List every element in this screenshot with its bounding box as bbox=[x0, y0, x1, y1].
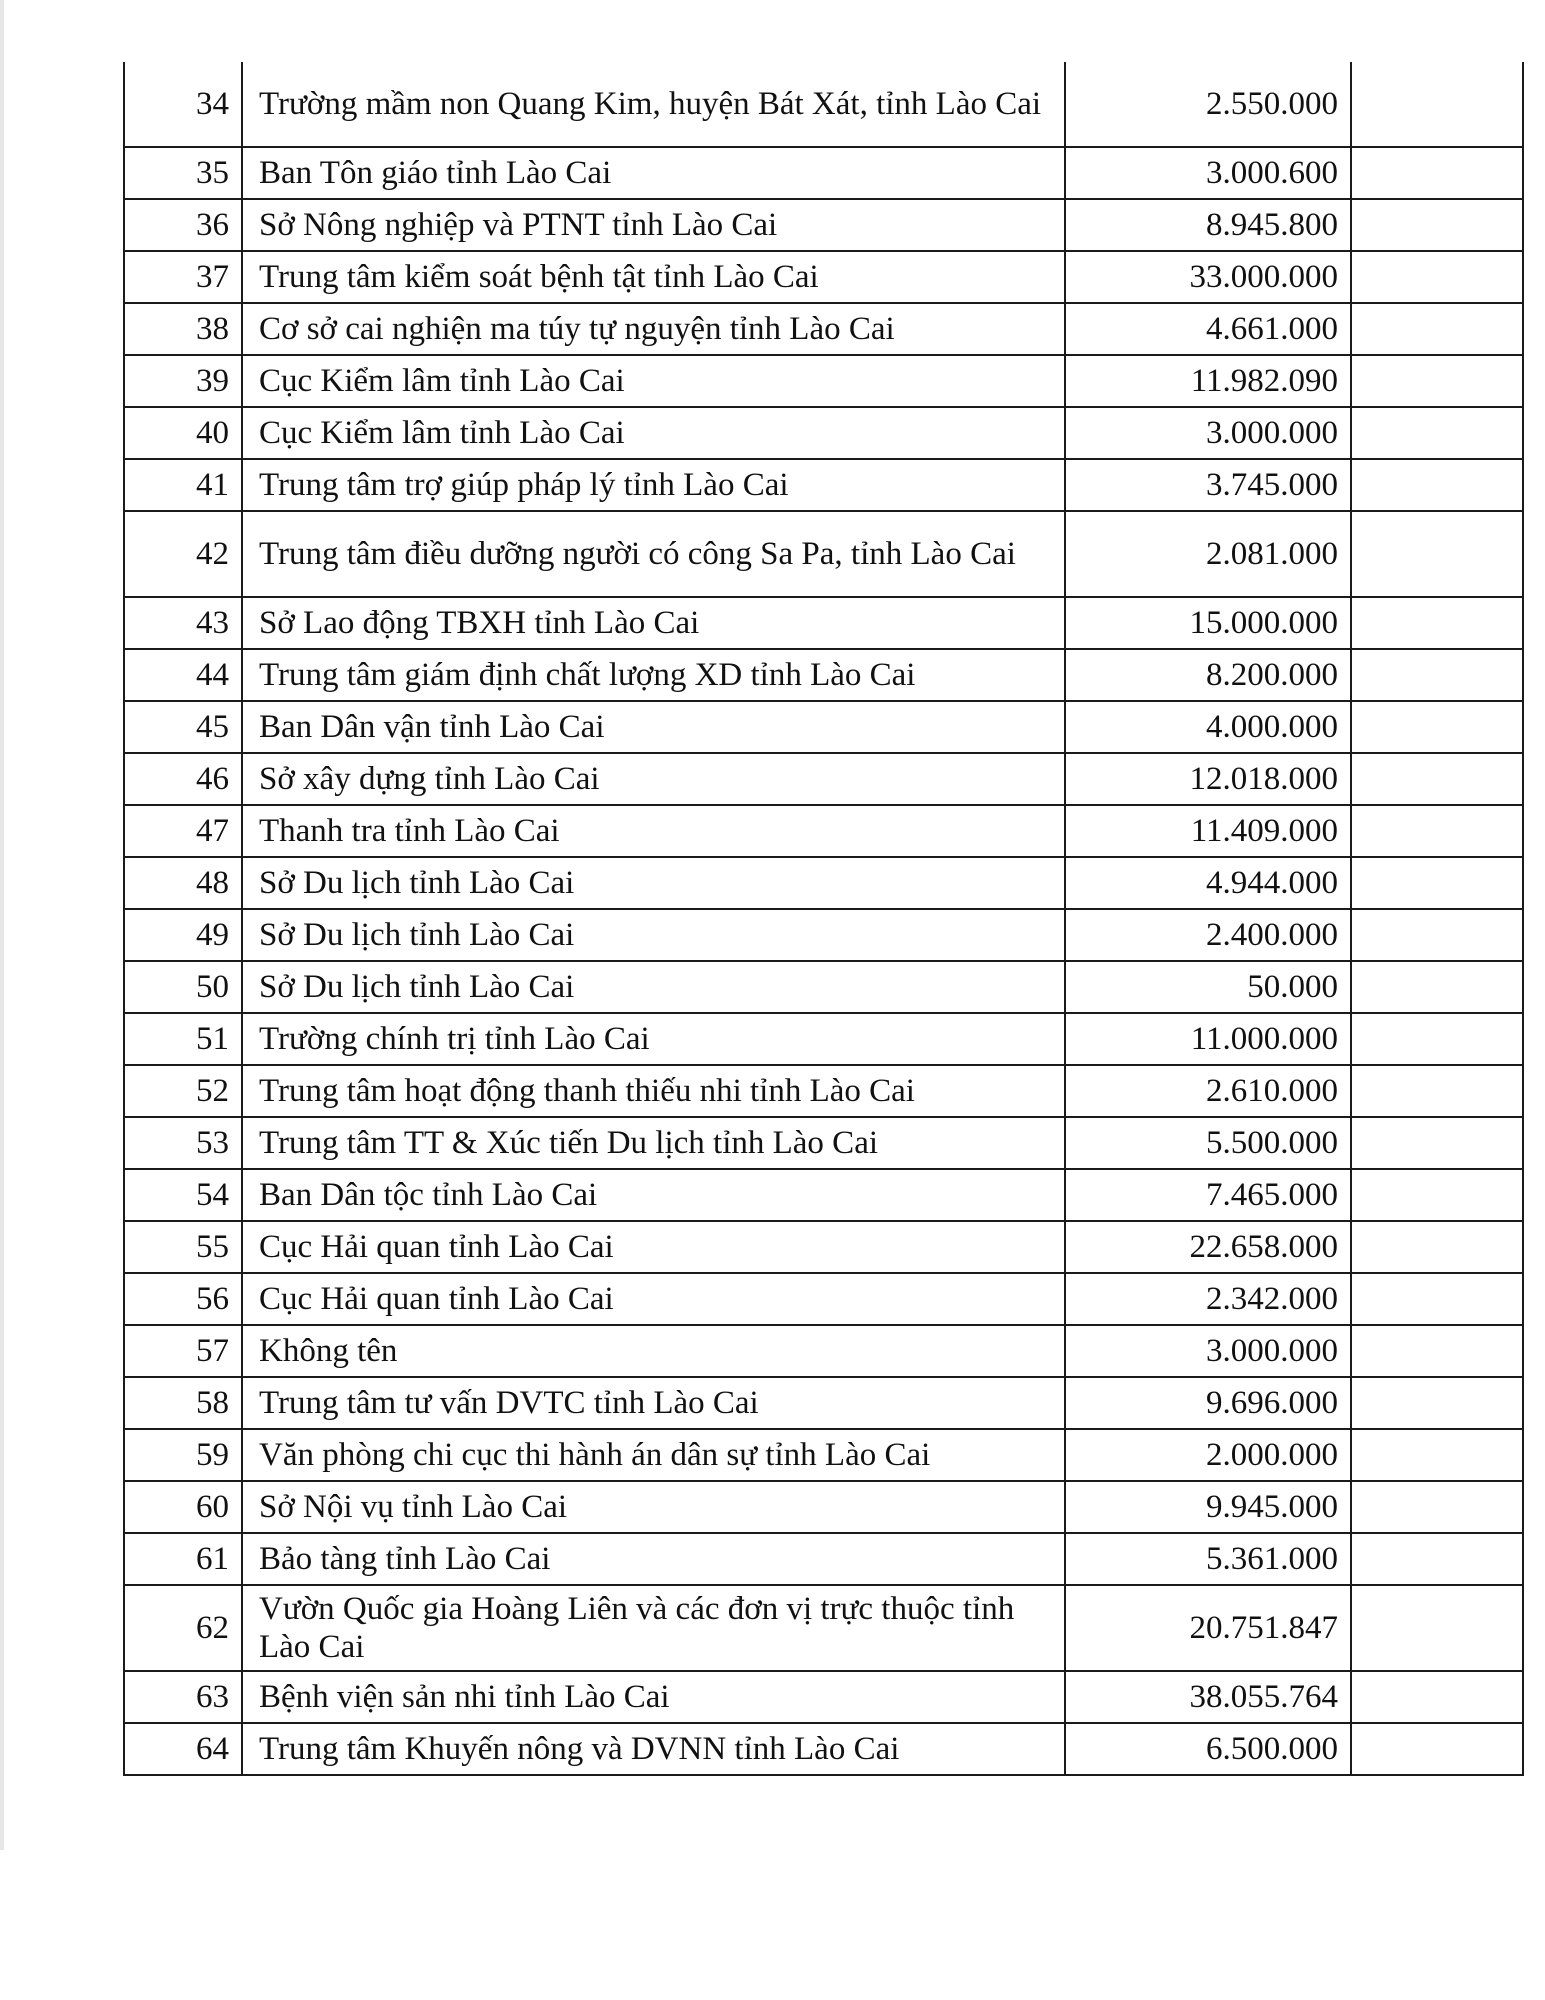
note-cell bbox=[1351, 407, 1523, 459]
unit-name-cell: Ban Dân vận tỉnh Lào Cai bbox=[242, 701, 1065, 753]
note-cell bbox=[1351, 701, 1523, 753]
unit-name-cell: Bệnh viện sản nhi tỉnh Lào Cai bbox=[242, 1671, 1065, 1723]
amount-cell: 2.081.000 bbox=[1065, 511, 1351, 597]
note-cell bbox=[1351, 147, 1523, 199]
table-row bbox=[124, 1377, 1523, 1429]
note-cell bbox=[1351, 597, 1523, 649]
unit-name-cell: Trung tâm Khuyến nông và DVNN tỉnh Lào Cai bbox=[242, 1723, 1065, 1775]
unit-name-cell: Sở Du lịch tỉnh Lào Cai bbox=[242, 857, 1065, 909]
unit-name-cell: Không tên bbox=[242, 1325, 1065, 1377]
row-number-cell: 49 bbox=[124, 909, 242, 961]
table-row bbox=[124, 1481, 1523, 1533]
table-row bbox=[124, 147, 1523, 199]
row-number-cell: 59 bbox=[124, 1429, 242, 1481]
row-number-cell: 53 bbox=[124, 1117, 242, 1169]
row-number-cell: 42 bbox=[124, 511, 242, 597]
row-number-cell: 63 bbox=[124, 1671, 242, 1723]
amount-cell: 2.610.000 bbox=[1065, 1065, 1351, 1117]
note-cell bbox=[1351, 1065, 1523, 1117]
table-row bbox=[124, 251, 1523, 303]
unit-name-cell: Trung tâm trợ giúp pháp lý tỉnh Lào Cai bbox=[242, 459, 1065, 511]
amount-cell: 11.000.000 bbox=[1065, 1013, 1351, 1065]
row-number-cell: 55 bbox=[124, 1221, 242, 1273]
amount-cell: 5.500.000 bbox=[1065, 1117, 1351, 1169]
row-number-cell: 45 bbox=[124, 701, 242, 753]
amount-cell: 33.000.000 bbox=[1065, 251, 1351, 303]
amount-cell: 2.342.000 bbox=[1065, 1273, 1351, 1325]
unit-name-cell: Ban Tôn giáo tỉnh Lào Cai bbox=[242, 147, 1065, 199]
row-number-cell: 61 bbox=[124, 1533, 242, 1585]
note-cell bbox=[1351, 459, 1523, 511]
row-number-cell: 64 bbox=[124, 1723, 242, 1775]
table-row bbox=[124, 1273, 1523, 1325]
amount-cell: 5.361.000 bbox=[1065, 1533, 1351, 1585]
unit-name-cell: Trung tâm tư vấn DVTC tỉnh Lào Cai bbox=[242, 1377, 1065, 1429]
table-row bbox=[124, 857, 1523, 909]
row-number-cell: 34 bbox=[124, 62, 242, 147]
note-cell bbox=[1351, 1169, 1523, 1221]
amount-cell: 7.465.000 bbox=[1065, 1169, 1351, 1221]
note-cell bbox=[1351, 62, 1523, 147]
table-row bbox=[124, 355, 1523, 407]
unit-name-cell: Trung tâm điều dưỡng người có công Sa Pa, tỉnh Lào Cai bbox=[242, 511, 1065, 597]
table-row bbox=[124, 511, 1523, 597]
note-cell bbox=[1351, 1273, 1523, 1325]
row-number-cell: 58 bbox=[124, 1377, 242, 1429]
note-cell bbox=[1351, 753, 1523, 805]
amount-cell: 2.000.000 bbox=[1065, 1429, 1351, 1481]
amount-cell: 3.745.000 bbox=[1065, 459, 1351, 511]
table-row bbox=[124, 1117, 1523, 1169]
table-row bbox=[124, 597, 1523, 649]
table-row bbox=[124, 1221, 1523, 1273]
table-row bbox=[124, 649, 1523, 701]
unit-name-cell: Trung tâm hoạt động thanh thiếu nhi tỉnh Lào Cai bbox=[242, 1065, 1065, 1117]
row-number-cell: 47 bbox=[124, 805, 242, 857]
amount-cell: 9.696.000 bbox=[1065, 1377, 1351, 1429]
unit-name-cell: Trung tâm TT & Xúc tiến Du lịch tỉnh Lào Cai bbox=[242, 1117, 1065, 1169]
note-cell bbox=[1351, 1117, 1523, 1169]
unit-name-cell: Trường mầm non Quang Kim, huyện Bát Xát, tỉnh Lào Cai bbox=[242, 62, 1065, 147]
amount-cell: 22.658.000 bbox=[1065, 1221, 1351, 1273]
amount-cell: 2.550.000 bbox=[1065, 62, 1351, 147]
unit-name-cell: Sở Nội vụ tỉnh Lào Cai bbox=[242, 1481, 1065, 1533]
table-row bbox=[124, 805, 1523, 857]
table-row bbox=[124, 199, 1523, 251]
note-cell bbox=[1351, 649, 1523, 701]
amount-cell: 4.000.000 bbox=[1065, 701, 1351, 753]
amount-cell: 11.409.000 bbox=[1065, 805, 1351, 857]
note-cell bbox=[1351, 1221, 1523, 1273]
amount-cell: 15.000.000 bbox=[1065, 597, 1351, 649]
table-row bbox=[124, 407, 1523, 459]
row-number-cell: 43 bbox=[124, 597, 242, 649]
note-cell bbox=[1351, 961, 1523, 1013]
row-number-cell: 40 bbox=[124, 407, 242, 459]
amount-cell: 9.945.000 bbox=[1065, 1481, 1351, 1533]
table-row bbox=[124, 62, 1523, 147]
row-number-cell: 54 bbox=[124, 1169, 242, 1221]
table-row bbox=[124, 1585, 1523, 1671]
unit-name-cell: Cục Kiểm lâm tỉnh Lào Cai bbox=[242, 407, 1065, 459]
amount-cell: 2.400.000 bbox=[1065, 909, 1351, 961]
note-cell bbox=[1351, 1671, 1523, 1723]
note-cell bbox=[1351, 251, 1523, 303]
note-cell bbox=[1351, 303, 1523, 355]
unit-name-cell: Sở Du lịch tỉnh Lào Cai bbox=[242, 909, 1065, 961]
row-number-cell: 51 bbox=[124, 1013, 242, 1065]
note-cell bbox=[1351, 1533, 1523, 1585]
unit-name-cell: Trung tâm giám định chất lượng XD tỉnh Lào Cai bbox=[242, 649, 1065, 701]
note-cell bbox=[1351, 1723, 1523, 1775]
row-number-cell: 41 bbox=[124, 459, 242, 511]
amount-cell: 4.944.000 bbox=[1065, 857, 1351, 909]
table-row bbox=[124, 753, 1523, 805]
unit-name-cell: Cục Kiểm lâm tỉnh Lào Cai bbox=[242, 355, 1065, 407]
note-cell bbox=[1351, 909, 1523, 961]
note-cell bbox=[1351, 1585, 1523, 1671]
row-number-cell: 44 bbox=[124, 649, 242, 701]
amount-cell: 38.055.764 bbox=[1065, 1671, 1351, 1723]
unit-name-cell: Cơ sở cai nghiện ma túy tự nguyện tỉnh Lào Cai bbox=[242, 303, 1065, 355]
unit-name-cell: Cục Hải quan tỉnh Lào Cai bbox=[242, 1221, 1065, 1273]
table-row bbox=[124, 1169, 1523, 1221]
table-row bbox=[124, 1723, 1523, 1775]
unit-name-cell: Sở xây dựng tỉnh Lào Cai bbox=[242, 753, 1065, 805]
table-row bbox=[124, 1533, 1523, 1585]
note-cell bbox=[1351, 511, 1523, 597]
row-number-cell: 50 bbox=[124, 961, 242, 1013]
note-cell bbox=[1351, 199, 1523, 251]
amount-cell: 12.018.000 bbox=[1065, 753, 1351, 805]
row-number-cell: 35 bbox=[124, 147, 242, 199]
row-number-cell: 36 bbox=[124, 199, 242, 251]
amount-cell: 3.000.000 bbox=[1065, 407, 1351, 459]
table-row bbox=[124, 961, 1523, 1013]
table-row bbox=[124, 1671, 1523, 1723]
amount-cell: 8.200.000 bbox=[1065, 649, 1351, 701]
unit-name-cell: Sở Lao động TBXH tỉnh Lào Cai bbox=[242, 597, 1065, 649]
note-cell bbox=[1351, 1013, 1523, 1065]
amount-cell: 6.500.000 bbox=[1065, 1723, 1351, 1775]
unit-name-cell: Sở Du lịch tỉnh Lào Cai bbox=[242, 961, 1065, 1013]
table-row bbox=[124, 459, 1523, 511]
table-body bbox=[124, 62, 1523, 1775]
unit-name-cell: Sở Nông nghiệp và PTNT tỉnh Lào Cai bbox=[242, 199, 1065, 251]
note-cell bbox=[1351, 805, 1523, 857]
row-number-cell: 38 bbox=[124, 303, 242, 355]
note-cell bbox=[1351, 1377, 1523, 1429]
note-cell bbox=[1351, 857, 1523, 909]
unit-name-cell: Vườn Quốc gia Hoàng Liên và các đơn vị trực thuộc tỉnh Lào Cai bbox=[242, 1585, 1065, 1671]
unit-name-cell: Văn phòng chi cục thi hành án dân sự tỉnh Lào Cai bbox=[242, 1429, 1065, 1481]
unit-name-cell: Trường chính trị tỉnh Lào Cai bbox=[242, 1013, 1065, 1065]
row-number-cell: 57 bbox=[124, 1325, 242, 1377]
row-number-cell: 60 bbox=[124, 1481, 242, 1533]
amount-cell: 8.945.800 bbox=[1065, 199, 1351, 251]
note-cell bbox=[1351, 1481, 1523, 1533]
note-cell bbox=[1351, 1325, 1523, 1377]
amount-cell: 50.000 bbox=[1065, 961, 1351, 1013]
unit-name-cell: Thanh tra tỉnh Lào Cai bbox=[242, 805, 1065, 857]
row-number-cell: 62 bbox=[124, 1585, 242, 1671]
page-left-edge bbox=[0, 0, 4, 1850]
table-row bbox=[124, 701, 1523, 753]
note-cell bbox=[1351, 1429, 1523, 1481]
amount-cell: 20.751.847 bbox=[1065, 1585, 1351, 1671]
amount-cell: 11.982.090 bbox=[1065, 355, 1351, 407]
unit-name-cell: Bảo tàng tỉnh Lào Cai bbox=[242, 1533, 1065, 1585]
row-number-cell: 56 bbox=[124, 1273, 242, 1325]
funding-table bbox=[123, 62, 1524, 1776]
amount-cell: 3.000.600 bbox=[1065, 147, 1351, 199]
row-number-cell: 39 bbox=[124, 355, 242, 407]
unit-name-cell: Cục Hải quan tỉnh Lào Cai bbox=[242, 1273, 1065, 1325]
row-number-cell: 48 bbox=[124, 857, 242, 909]
row-number-cell: 52 bbox=[124, 1065, 242, 1117]
table-row bbox=[124, 1429, 1523, 1481]
unit-name-cell: Ban Dân tộc tỉnh Lào Cai bbox=[242, 1169, 1065, 1221]
row-number-cell: 37 bbox=[124, 251, 242, 303]
table-row bbox=[124, 909, 1523, 961]
table-row bbox=[124, 303, 1523, 355]
row-number-cell: 46 bbox=[124, 753, 242, 805]
amount-cell: 3.000.000 bbox=[1065, 1325, 1351, 1377]
table-row bbox=[124, 1065, 1523, 1117]
amount-cell: 4.661.000 bbox=[1065, 303, 1351, 355]
unit-name-cell: Trung tâm kiểm soát bệnh tật tỉnh Lào Cai bbox=[242, 251, 1065, 303]
table-row bbox=[124, 1013, 1523, 1065]
note-cell bbox=[1351, 355, 1523, 407]
table-row bbox=[124, 1325, 1523, 1377]
